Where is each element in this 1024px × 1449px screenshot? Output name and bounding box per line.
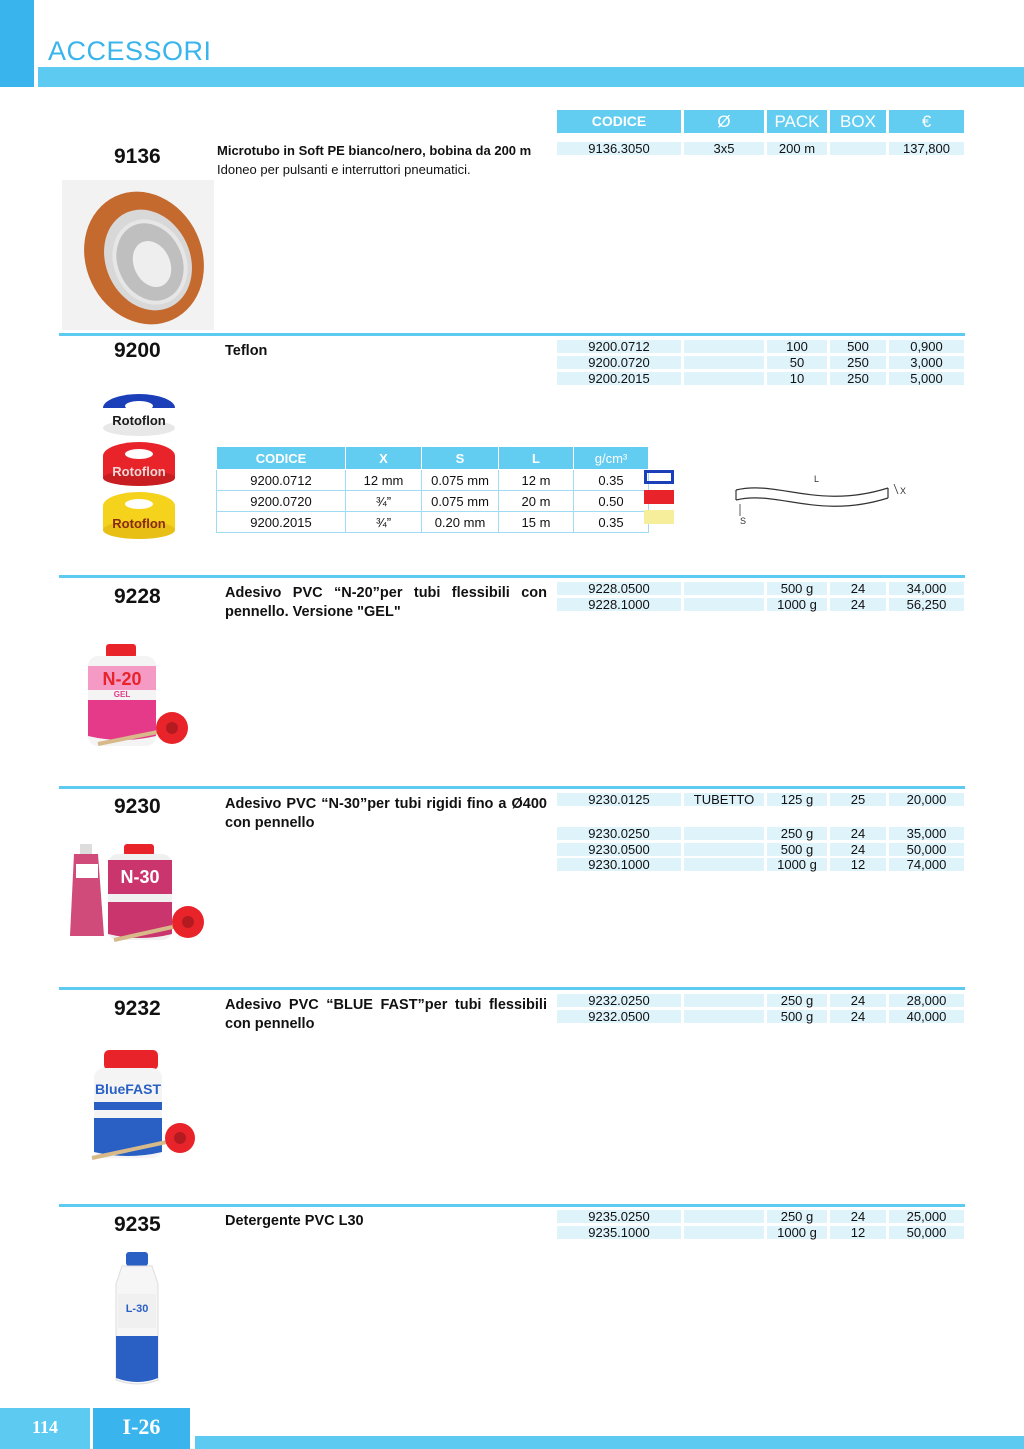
row-pack: 1000 g bbox=[767, 1226, 827, 1239]
color-swatch-red bbox=[644, 490, 674, 504]
spec-density: 0.50 bbox=[574, 491, 649, 512]
row-box: 24 bbox=[830, 582, 886, 595]
product-code: 9235 bbox=[114, 1213, 161, 1236]
teflon-rolls-image bbox=[100, 390, 178, 546]
can-label: N-30 bbox=[120, 867, 160, 887]
product-title: Adesivo PVC “BLUE FAST”per tubi flessibili con pennello bbox=[225, 997, 547, 1032]
col-header-euro: € bbox=[889, 110, 964, 133]
product-description: Idoneo per pulsanti e interruttori pneumatici. bbox=[217, 162, 471, 177]
spec-l: 20 m bbox=[499, 491, 574, 512]
row-codice: 9200.0720 bbox=[557, 356, 681, 369]
product-code: 9232 bbox=[114, 997, 161, 1020]
row-price: 28,000 bbox=[889, 994, 964, 1007]
row-price: 5,000 bbox=[889, 372, 964, 385]
row-diametro bbox=[684, 1010, 764, 1023]
section-separator bbox=[59, 786, 965, 789]
row-price: 0,900 bbox=[889, 340, 964, 353]
spec-l: 15 m bbox=[499, 512, 574, 533]
row-diametro bbox=[684, 340, 764, 353]
row-pack: 250 g bbox=[767, 827, 827, 840]
row-diametro bbox=[684, 1226, 764, 1239]
row-price: 35,000 bbox=[889, 827, 964, 840]
col-header-pack: PACK bbox=[767, 110, 827, 133]
row-pack: 10 bbox=[767, 372, 827, 385]
product-title: Adesivo PVC “N-20”per tubi flessibili con pennello. Versione "GEL" bbox=[225, 585, 547, 620]
product-title: Adesivo PVC “N-30”per tubi rigidi fino a Ø400 con pennello bbox=[225, 796, 547, 831]
row-codice: 9228.0500 bbox=[557, 582, 681, 595]
col-header-box: BOX bbox=[830, 110, 886, 133]
section-separator bbox=[59, 1204, 965, 1207]
section-number: I-26 bbox=[93, 1408, 190, 1449]
spec-x: ¾” bbox=[346, 491, 422, 512]
spec-x: 12 mm bbox=[346, 470, 422, 491]
row-price: 25,000 bbox=[889, 1210, 964, 1223]
spec-s: 0.075 mm bbox=[422, 491, 499, 512]
row-box: 250 bbox=[830, 372, 886, 385]
spec-codice: 9200.0712 bbox=[217, 470, 346, 491]
row-codice: 9200.2015 bbox=[557, 372, 681, 385]
spec-header-codice: CODICE bbox=[217, 447, 346, 470]
spec-s: 0.075 mm bbox=[422, 470, 499, 491]
row-pack: 200 m bbox=[767, 142, 827, 155]
row-box: 24 bbox=[830, 598, 886, 611]
row-codice: 9230.0250 bbox=[557, 827, 681, 840]
spec-row bbox=[217, 512, 649, 533]
spec-codice: 9200.0720 bbox=[217, 491, 346, 512]
row-price: 50,000 bbox=[889, 1226, 964, 1239]
col-header-diametro: Ø bbox=[684, 110, 764, 133]
row-price: 3,000 bbox=[889, 356, 964, 369]
section-separator bbox=[59, 333, 965, 336]
teflon-spec-table bbox=[216, 446, 649, 533]
can-label: BlueFAST bbox=[94, 1081, 162, 1097]
row-pack: 125 g bbox=[767, 793, 827, 806]
product-code: 9228 bbox=[114, 585, 161, 608]
diagram-label-l: L bbox=[814, 474, 820, 484]
row-diametro: 3x5 bbox=[684, 142, 764, 155]
row-pack: 100 bbox=[767, 340, 827, 353]
spec-codice: 9200.2015 bbox=[217, 512, 346, 533]
row-diametro bbox=[684, 827, 764, 840]
row-diametro bbox=[684, 598, 764, 611]
row-diametro: TUBETTO bbox=[684, 793, 764, 806]
rotoflon-label: Rotoflon bbox=[112, 464, 166, 479]
spec-row bbox=[217, 470, 649, 491]
row-diametro bbox=[684, 858, 764, 871]
spec-row bbox=[217, 491, 649, 512]
section-separator bbox=[59, 987, 965, 990]
product-code: 9200 bbox=[114, 339, 161, 362]
row-diametro bbox=[684, 843, 764, 856]
row-box: 25 bbox=[830, 793, 886, 806]
spec-s: 0.20 mm bbox=[422, 512, 499, 533]
n20-can-image bbox=[82, 640, 194, 752]
row-codice: 9228.1000 bbox=[557, 598, 681, 611]
row-price: 20,000 bbox=[889, 793, 964, 806]
row-codice: 9136.3050 bbox=[557, 142, 681, 155]
row-diametro bbox=[684, 356, 764, 369]
header-bar bbox=[38, 67, 1024, 87]
product-code: 9136 bbox=[114, 145, 161, 168]
can-label: N-20 bbox=[102, 669, 142, 689]
row-price: 137,800 bbox=[889, 142, 964, 155]
row-codice: 9230.0500 bbox=[557, 843, 681, 856]
diagram-label-s: S bbox=[740, 516, 747, 526]
row-price: 50,000 bbox=[889, 843, 964, 856]
row-codice: 9232.0250 bbox=[557, 994, 681, 1007]
color-swatch-yellow bbox=[644, 510, 674, 524]
can-sublabel: GEL bbox=[113, 690, 131, 699]
spec-header-s: S bbox=[422, 447, 499, 470]
footer-bar bbox=[195, 1436, 1024, 1449]
row-pack: 500 g bbox=[767, 1010, 827, 1023]
spec-header-x: X bbox=[346, 447, 422, 470]
product-title: Microtubo in Soft PE bianco/nero, bobina da 200 m bbox=[217, 143, 532, 158]
row-pack: 50 bbox=[767, 356, 827, 369]
row-price: 34,000 bbox=[889, 582, 964, 595]
header-accent-block bbox=[0, 0, 34, 87]
n30-can-and-tube-image bbox=[68, 840, 208, 948]
row-box: 24 bbox=[830, 994, 886, 1007]
l30-bottle-image bbox=[110, 1250, 166, 1390]
color-swatch-blue bbox=[644, 470, 674, 484]
row-box bbox=[830, 142, 886, 155]
row-codice: 9200.0712 bbox=[557, 340, 681, 353]
diagram-label-x: X bbox=[900, 486, 907, 496]
row-box: 24 bbox=[830, 1010, 886, 1023]
rotoflon-label: Rotoflon bbox=[112, 516, 166, 531]
spec-density: 0.35 bbox=[574, 512, 649, 533]
row-pack: 250 g bbox=[767, 994, 827, 1007]
section-separator bbox=[59, 575, 965, 578]
row-box: 24 bbox=[830, 827, 886, 840]
row-pack: 250 g bbox=[767, 1210, 827, 1223]
page-number: 114 bbox=[0, 1408, 90, 1449]
spec-l: 12 m bbox=[499, 470, 574, 491]
col-header-codice: CODICE bbox=[557, 110, 681, 133]
row-box: 500 bbox=[830, 340, 886, 353]
row-codice: 9232.0500 bbox=[557, 1010, 681, 1023]
row-codice: 9235.1000 bbox=[557, 1226, 681, 1239]
row-diametro bbox=[684, 372, 764, 385]
microtube-coil-image bbox=[62, 180, 214, 330]
row-diametro bbox=[684, 1210, 764, 1223]
row-box: 24 bbox=[830, 1210, 886, 1223]
row-price: 40,000 bbox=[889, 1010, 964, 1023]
row-pack: 1000 g bbox=[767, 858, 827, 871]
spec-header-density: g/cm³ bbox=[574, 447, 649, 470]
row-pack: 500 g bbox=[767, 843, 827, 856]
row-box: 250 bbox=[830, 356, 886, 369]
row-price: 74,000 bbox=[889, 858, 964, 871]
product-code: 9230 bbox=[114, 795, 161, 818]
row-price: 56,250 bbox=[889, 598, 964, 611]
rotoflon-label: Rotoflon bbox=[112, 413, 166, 428]
row-box: 12 bbox=[830, 858, 886, 871]
row-codice: 9235.0250 bbox=[557, 1210, 681, 1223]
row-diametro bbox=[684, 994, 764, 1007]
row-pack: 500 g bbox=[767, 582, 827, 595]
product-title: Teflon bbox=[225, 343, 268, 359]
spec-density: 0.35 bbox=[574, 470, 649, 491]
row-pack: 1000 g bbox=[767, 598, 827, 611]
row-box: 24 bbox=[830, 843, 886, 856]
spec-x: ¾” bbox=[346, 512, 422, 533]
spec-header-l: L bbox=[499, 447, 574, 470]
tape-dimension-diagram bbox=[728, 470, 918, 530]
bluefast-can-image bbox=[86, 1048, 198, 1166]
product-title: Detergente PVC L30 bbox=[225, 1213, 364, 1229]
row-codice: 9230.1000 bbox=[557, 858, 681, 871]
row-diametro bbox=[684, 582, 764, 595]
bottle-label: L-30 bbox=[125, 1303, 149, 1315]
page-title: ACCESSORI bbox=[48, 36, 212, 66]
row-box: 12 bbox=[830, 1226, 886, 1239]
row-codice: 9230.0125 bbox=[557, 793, 681, 806]
